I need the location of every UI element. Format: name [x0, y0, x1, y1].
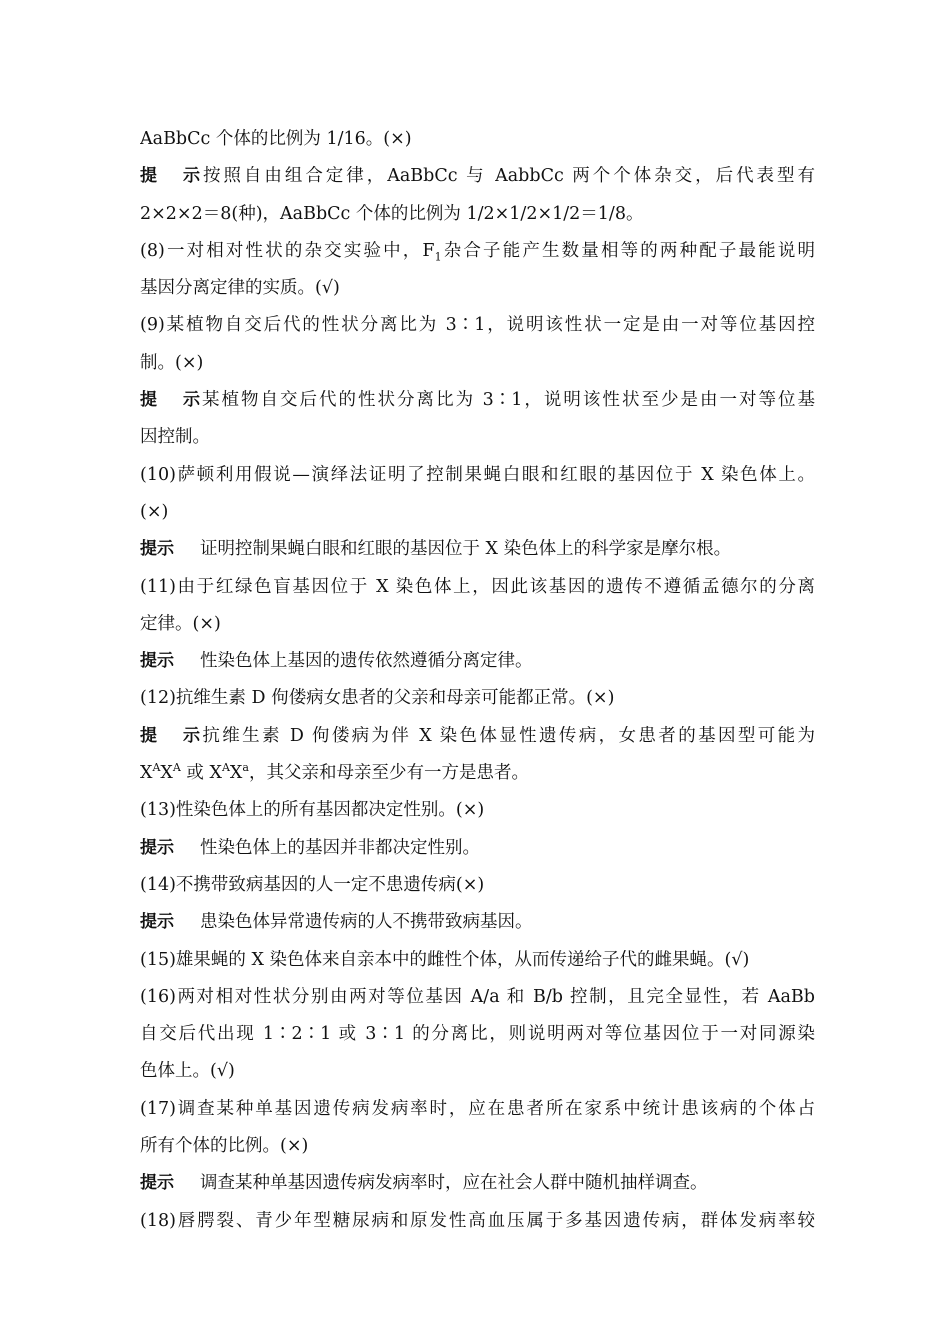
hint-line: 提示 性染色体上基因的遗传依然遵循分离定律。	[140, 643, 815, 680]
text-line: 定律。(×)	[140, 613, 221, 634]
hint-label: 提示	[140, 912, 174, 933]
hint-line: 提示 性染色体上的基因并非都决定性别。	[140, 830, 815, 867]
hint-label: 提示	[140, 651, 174, 672]
hint-line: 提示 证明控制果蝇白眼和红眼的基因位于 X 染色体上的科学家是摩尔根。	[140, 531, 815, 568]
text-line: 色体上。(√)	[140, 1061, 235, 1082]
statement-9: (9)某植物自交后代的性状分离比为 3∶1，说明该性状一定是由一对等位基因控	[140, 315, 815, 336]
text-line: 2×2×2＝8(种)，AaBbCc 个体的比例为 1/2×1/2×1/2＝1/8。	[140, 203, 644, 224]
statement-10: (10)萨顿利用假说—演绎法证明了控制果蝇白眼和红眼的基因位于 X 染色体上。	[140, 464, 815, 485]
hint-label: 提示	[140, 390, 200, 411]
text-line: 所有个体的比例。(×)	[140, 1136, 309, 1157]
hint-line: 提示抗维生素 D 佝偻病为伴 X 染色体显性遗传病，女患者的基因型可能为	[140, 718, 815, 755]
statement-12: (12)抗维生素 D 佝偻病女患者的父亲和母亲可能都正常。(×)	[140, 688, 615, 709]
statement-14: (14)不携带致病基因的人一定不患遗传病(×)	[140, 874, 485, 895]
hint-line: 提示某植物自交后代的性状分离比为 3∶1，说明该性状至少是由一对等位基	[140, 382, 815, 419]
statement-18: (18)唇腭裂、青少年型糖尿病和原发性高血压属于多基因遗传病，群体发病率较	[140, 1210, 815, 1231]
text-line: 因控制。	[140, 427, 210, 448]
statement-15: (15)雄果蝇的 X 染色体来自亲本中的雌性个体，从而传递给子代的雌果蝇。(√)	[140, 949, 750, 970]
hint-label: 提示	[140, 837, 174, 858]
hint-label: 提示	[140, 725, 200, 746]
text-line: 制。(×)	[140, 352, 204, 373]
statement-13: (13)性染色体上的所有基因都决定性别。(×)	[140, 800, 485, 821]
hint-label: 提示	[140, 166, 200, 187]
statement-11: (11)由于红绿色盲基因位于 X 染色体上，因此该基因的遗传不遵循孟德尔的分离	[140, 576, 815, 597]
genotype-line: $X^AX^A$ 或 $X^AX^a$，其父亲和母亲至少有一方是患者。	[140, 761, 529, 784]
text-line: AaBbCc 个体的比例为 1/16。(×)	[140, 129, 412, 149]
hint-label: 提示	[140, 539, 174, 560]
hint-label: 提示	[140, 1173, 174, 1194]
statement-8: (8)一对相对性状的杂交实验中，$F_1$杂合子能产生数量相等的两种配子最能说明	[140, 240, 815, 264]
statement-16: (16)两对相对性状分别由两对等位基因 A/a 和 B/b 控制，且完全显性，若 AaBb	[140, 986, 815, 1007]
hint-line: 提示 调查某种单基因遗传病发病率时，应在社会人群中随机抽样调查。	[140, 1165, 815, 1202]
document-body	[140, 121, 815, 1240]
text-line: 基因分离定律的实质。(√)	[140, 278, 340, 299]
text-line: 自交后代出现 1∶2∶1 或 3∶1 的分离比，则说明两对等位基因位于一对同源染	[140, 1024, 815, 1045]
statement-17: (17)调查某种单基因遗传病发病率时，应在患者所在家系中统计患该病的个体占	[140, 1098, 815, 1119]
text-line: (×)	[140, 501, 169, 522]
hint-line: 提示 患染色体异常遗传病的人不携带致病基因。	[140, 904, 815, 941]
hint-line: 提示按照自由组合定律，AaBbCc 与 AabbCc 两个个体杂交，后代表型有	[140, 158, 815, 195]
